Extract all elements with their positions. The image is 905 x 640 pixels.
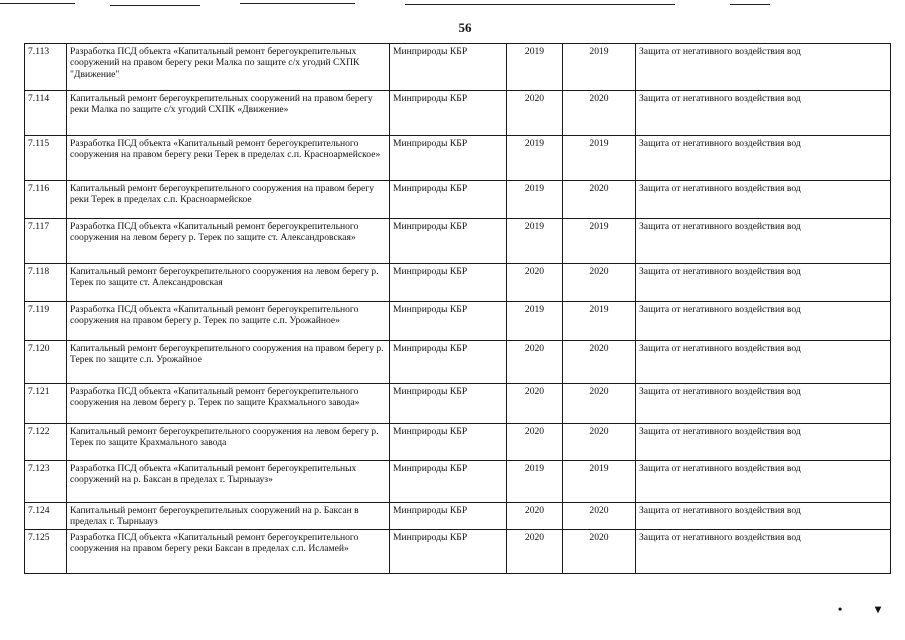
goal: Защита от негативного воздействия вод bbox=[636, 384, 891, 424]
end-year: 2019 bbox=[563, 461, 636, 503]
start-year: 2019 bbox=[507, 302, 563, 341]
start-year: 2019 bbox=[507, 461, 563, 503]
table-row bbox=[25, 44, 891, 91]
row-number: 7.123 bbox=[25, 461, 67, 503]
goal: Защита от негативного воздействия вод bbox=[636, 461, 891, 503]
measure-name: Разработка ПСД объекта «Капитальный ремонт берегоукрепительного сооружения на правом берегу реки Терек в пределах с.п. Красноармейское» bbox=[67, 136, 390, 181]
row-number: 7.119 bbox=[25, 302, 67, 341]
measure-name: Разработка ПСД объекта «Капитальный ремонт берегоукрепительных сооружений на р. Баксан в пределах г. Тырныауз» bbox=[67, 461, 390, 503]
row-number: 7.124 bbox=[25, 503, 67, 530]
row-number: 7.120 bbox=[25, 341, 67, 384]
start-year: 2019 bbox=[507, 44, 563, 91]
row-number: 7.125 bbox=[25, 529, 67, 573]
scan-line bbox=[730, 4, 770, 5]
end-year: 2020 bbox=[563, 181, 636, 219]
measure-name: Капитальный ремонт берегоукрепительного сооружения на левом берегу р. Терек по защите ст. Александровская bbox=[67, 264, 390, 302]
table-row bbox=[25, 302, 891, 341]
table-row bbox=[25, 219, 891, 264]
start-year: 2019 bbox=[507, 181, 563, 219]
row-number: 7.116 bbox=[25, 181, 67, 219]
responsible-org: Минприроды КБР bbox=[390, 503, 507, 530]
measure-name: Капитальный ремонт берегоукрепительного сооружения на левом берегу р. Терек по защите Крахмального завода bbox=[67, 424, 390, 461]
row-number: 7.118 bbox=[25, 264, 67, 302]
table-row bbox=[25, 136, 891, 181]
table-row bbox=[25, 384, 891, 424]
scan-line bbox=[240, 3, 355, 4]
goal: Защита от негативного воздействия вод bbox=[636, 136, 891, 181]
row-number: 7.121 bbox=[25, 384, 67, 424]
table-row bbox=[25, 341, 891, 384]
table-row bbox=[25, 503, 891, 530]
goal: Защита от негативного воздействия вод bbox=[636, 341, 891, 384]
measure-name: Капитальный ремонт берегоукрепительных сооружений на правом берегу реки Малка по защите с/х угодий СХПК «Движение» bbox=[67, 91, 390, 136]
measure-name: Капитальный ремонт берегоукрепительного сооружения на правом берегу р. Терек по защите с.п. Урожайное bbox=[67, 341, 390, 384]
measure-name: Разработка ПСД объекта «Капитальный ремонт берегоукрепительного сооружения на левом берегу р. Терек по защите ст. Александровская» bbox=[67, 219, 390, 264]
responsible-org: Минприроды КБР bbox=[390, 44, 507, 91]
start-year: 2020 bbox=[507, 529, 563, 573]
goal: Защита от негативного воздействия вод bbox=[636, 503, 891, 530]
start-year: 2020 bbox=[507, 424, 563, 461]
table-row bbox=[25, 91, 891, 136]
start-year: 2020 bbox=[507, 91, 563, 136]
responsible-org: Минприроды КБР bbox=[390, 384, 507, 424]
start-year: 2020 bbox=[507, 264, 563, 302]
measure-name: Разработка ПСД объекта «Капитальный ремонт берегоукрепительных сооружений на правом берегу реки Малка по защите с/х угодий СХПК "Движение" bbox=[67, 44, 390, 91]
measure-name: Капитальный ремонт берегоукрепительного сооружения на правом берегу реки Терек в пределах с.п. Красноармейское bbox=[67, 181, 390, 219]
measures-table bbox=[24, 43, 891, 574]
row-number: 7.115 bbox=[25, 136, 67, 181]
goal: Защита от негативного воздействия вод bbox=[636, 44, 891, 91]
end-year: 2019 bbox=[563, 302, 636, 341]
responsible-org: Минприроды КБР bbox=[390, 219, 507, 264]
responsible-org: Минприроды КБР bbox=[390, 424, 507, 461]
measure-name: Разработка ПСД объекта «Капитальный ремонт берегоукрепительного сооружения на левом берегу р. Терек по защите Крахмального завода» bbox=[67, 384, 390, 424]
goal: Защита от негативного воздействия вод bbox=[636, 424, 891, 461]
table-row bbox=[25, 461, 891, 503]
end-year: 2020 bbox=[563, 503, 636, 530]
goal: Защита от негативного воздействия вод bbox=[636, 302, 891, 341]
responsible-org: Минприроды КБР bbox=[390, 529, 507, 573]
responsible-org: Минприроды КБР bbox=[390, 461, 507, 503]
goal: Защита от негативного воздействия вод bbox=[636, 91, 891, 136]
scan-line bbox=[405, 4, 675, 5]
end-year: 2020 bbox=[563, 384, 636, 424]
responsible-org: Минприроды КБР bbox=[390, 91, 507, 136]
end-year: 2020 bbox=[563, 341, 636, 384]
scan-line bbox=[110, 5, 200, 6]
row-number: 7.122 bbox=[25, 424, 67, 461]
end-year: 2020 bbox=[563, 529, 636, 573]
scan-mark: ▾ bbox=[875, 602, 882, 616]
goal: Защита от негативного воздействия вод bbox=[636, 219, 891, 264]
page-number: 56 bbox=[458, 20, 472, 35]
table-row bbox=[25, 181, 891, 219]
start-year: 2020 bbox=[507, 503, 563, 530]
responsible-org: Минприроды КБР bbox=[390, 302, 507, 341]
scan-line bbox=[0, 3, 75, 4]
measure-name: Разработка ПСД объекта «Капитальный ремонт берегоукрепительного сооружения на правом берегу реки Баксан в пределах с.п. Исламей» bbox=[67, 529, 390, 573]
responsible-org: Минприроды КБР bbox=[390, 264, 507, 302]
goal: Защита от негативного воздействия вод bbox=[636, 529, 891, 573]
goal: Защита от негативного воздействия вод bbox=[636, 264, 891, 302]
start-year: 2019 bbox=[507, 219, 563, 264]
end-year: 2019 bbox=[563, 219, 636, 264]
end-year: 2020 bbox=[563, 424, 636, 461]
end-year: 2019 bbox=[563, 136, 636, 181]
end-year: 2019 bbox=[563, 44, 636, 91]
scan-mark: • bbox=[838, 602, 843, 616]
responsible-org: Минприроды КБР bbox=[390, 136, 507, 181]
table-row bbox=[25, 529, 891, 573]
start-year: 2020 bbox=[507, 341, 563, 384]
responsible-org: Минприроды КБР bbox=[390, 181, 507, 219]
end-year: 2020 bbox=[563, 91, 636, 136]
table-row bbox=[25, 424, 891, 461]
measure-name: Капитальный ремонт берегоукрепительных сооружений на р. Баксан в пределах г. Тырныауз bbox=[67, 503, 390, 530]
start-year: 2020 bbox=[507, 384, 563, 424]
goal: Защита от негативного воздействия вод bbox=[636, 181, 891, 219]
end-year: 2020 bbox=[563, 264, 636, 302]
row-number: 7.114 bbox=[25, 91, 67, 136]
row-number: 7.117 bbox=[25, 219, 67, 264]
row-number: 7.113 bbox=[25, 44, 67, 91]
start-year: 2019 bbox=[507, 136, 563, 181]
table-row bbox=[25, 264, 891, 302]
table-body bbox=[25, 44, 891, 574]
responsible-org: Минприроды КБР bbox=[390, 341, 507, 384]
measure-name: Разработка ПСД объекта «Капитальный ремонт берегоукрепительного сооружения на правом берегу р. Терек по защите с.п. Урожайное» bbox=[67, 302, 390, 341]
